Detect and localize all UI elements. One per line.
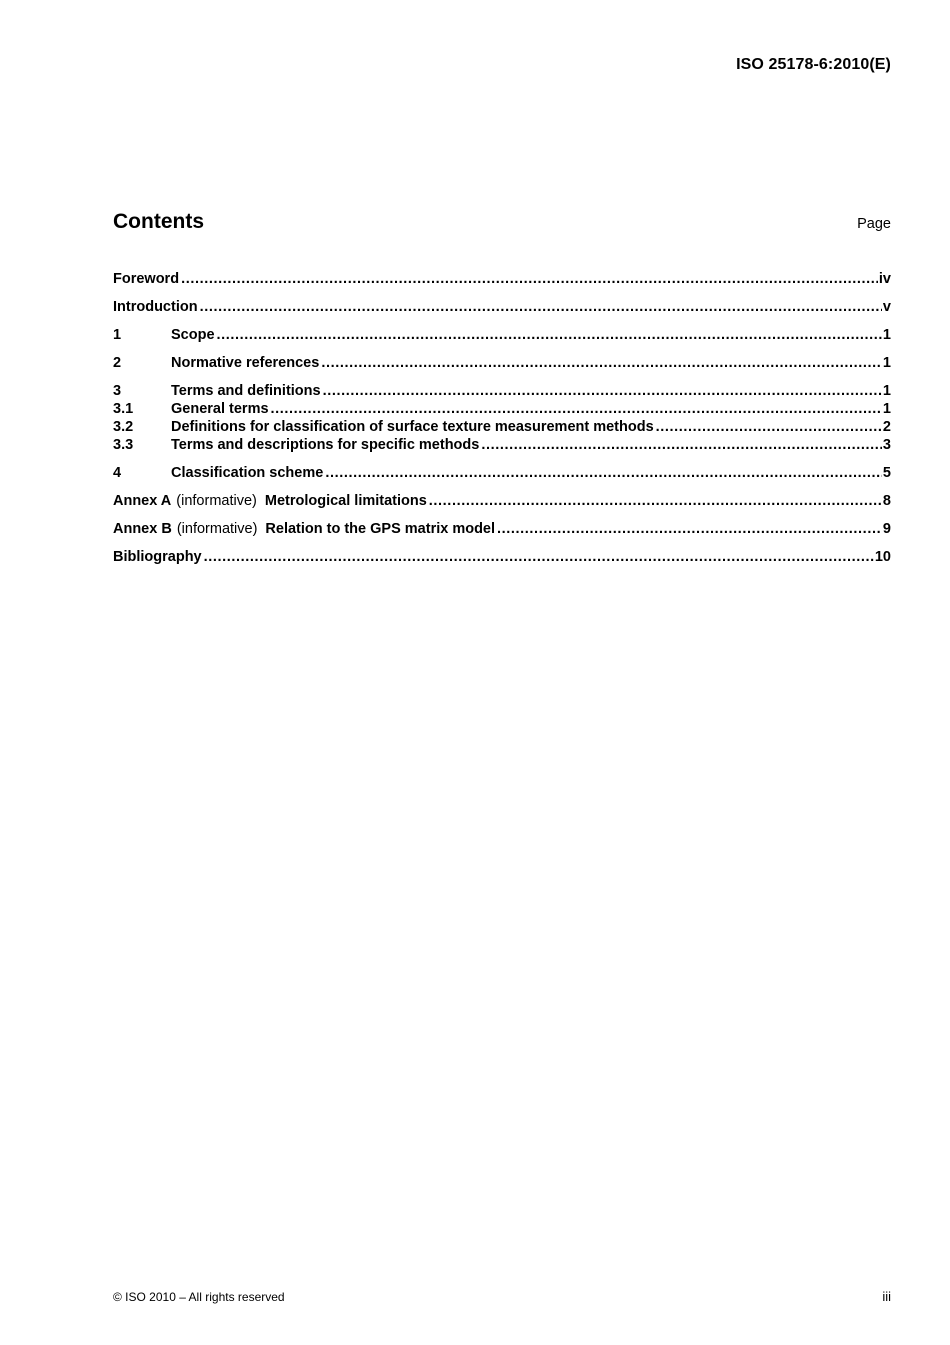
toc-entry-terms-and-definitions[interactable] [113, 382, 891, 400]
copyright-notice: © ISO 2010 – All rights reserved [113, 1290, 285, 1304]
toc-entry-number: 1 [113, 327, 122, 343]
toc-entry-number: 2 [113, 355, 122, 371]
dot-leader [204, 548, 874, 566]
dot-leader [200, 298, 882, 316]
toc-entry-page: iv [878, 271, 891, 287]
toc-entry-bibliography[interactable] [113, 548, 891, 566]
toc-entry-label: Introduction [113, 299, 198, 315]
toc-entry-label: General terms [171, 401, 269, 417]
toc-entry-number: 3.2 [113, 419, 134, 435]
toc-entry-page: 1 [882, 327, 891, 343]
dot-leader [217, 326, 882, 344]
toc-entry-label: Relation to the GPS matrix model [265, 521, 496, 537]
toc-entry-annex-a[interactable] [113, 492, 891, 510]
toc-entry-normative-references[interactable] [113, 354, 891, 372]
toc-entry-number: 3.1 [113, 401, 134, 417]
toc-entry-number: 4 [113, 465, 122, 481]
toc-entry-label: Bibliography [113, 549, 202, 565]
dot-leader [181, 270, 878, 288]
toc-entry-page: 5 [882, 465, 891, 481]
page-number: iii [882, 1289, 891, 1304]
toc-entry-annex-b[interactable] [113, 520, 891, 538]
toc-entry-label: Metrological limitations [264, 493, 427, 509]
toc-entry-label: Classification scheme [171, 465, 324, 481]
toc-entry-page: 1 [882, 401, 891, 417]
dot-leader [481, 436, 882, 454]
toc-entry-page: 9 [882, 521, 891, 537]
toc-entry-specific-methods[interactable] [113, 436, 891, 454]
toc-entry-label: Foreword [113, 271, 180, 287]
dot-leader [429, 492, 882, 510]
page-column-label: Page [857, 216, 891, 232]
dot-leader [321, 354, 882, 372]
dot-leader [323, 382, 882, 400]
toc-entry-page: 8 [882, 493, 891, 509]
toc-entry-page: 1 [882, 355, 891, 371]
annex-normativity: (informative) [176, 521, 258, 537]
document-id: ISO 25178-6:2010(E) [736, 56, 891, 73]
toc-entry-page: 10 [874, 549, 891, 565]
toc-entry-label: Definitions for classification of surface texture measurement methods [171, 419, 654, 435]
dot-leader [271, 400, 882, 418]
toc-entry-page: v [882, 299, 891, 315]
table-of-contents [113, 270, 891, 566]
toc-entry-page: 1 [882, 383, 891, 399]
toc-entry-classification-definitions[interactable] [113, 418, 891, 436]
toc-entry-page: 3 [882, 437, 891, 453]
toc-entry-general-terms[interactable] [113, 400, 891, 418]
dot-leader [497, 520, 882, 538]
toc-entry-number: 3 [113, 383, 122, 399]
toc-entry-number: 3.3 [113, 437, 134, 453]
toc-entry-foreword[interactable] [113, 270, 891, 288]
toc-entry-label: Terms and descriptions for specific methods [171, 437, 480, 453]
toc-entry-classification-scheme[interactable] [113, 464, 891, 482]
annex-designation: Annex A [113, 493, 172, 509]
toc-entry-page: 2 [882, 419, 891, 435]
toc-entry-label: Scope [171, 327, 215, 343]
dot-leader [656, 418, 882, 436]
toc-entry-label: Terms and definitions [171, 383, 321, 399]
toc-entry-scope[interactable] [113, 326, 891, 344]
dot-leader [325, 464, 882, 482]
toc-entry-introduction[interactable] [113, 298, 891, 316]
contents-title: Contents [113, 210, 204, 233]
annex-normativity: (informative) [176, 493, 257, 509]
annex-designation: Annex B [113, 521, 172, 537]
toc-entry-label: Normative references [171, 355, 320, 371]
